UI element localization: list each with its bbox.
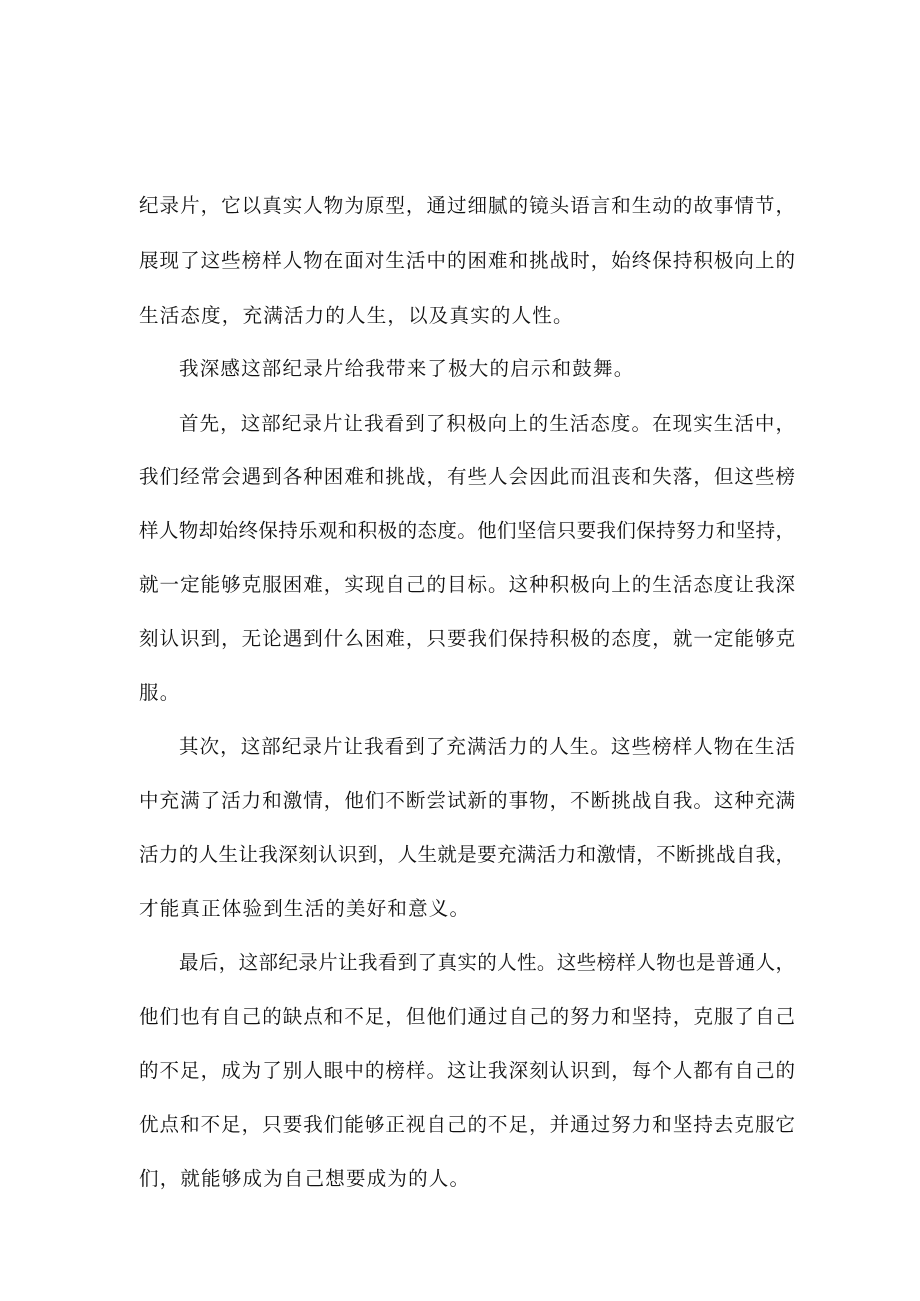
text-line: 生活态度，充满活力的人生，以及真实的人性。 <box>139 304 574 327</box>
text-line: 服。 <box>139 681 181 704</box>
text-line: 首先，这部纪录片让我看到了积极向上的生活态度。在现实生活中， <box>179 412 795 435</box>
text-line: 优点和不足，只要我们能够正视自己的不足，并通过努力和坚持去克服它 <box>139 1113 795 1136</box>
text-line: 中充满了活力和激情，他们不断尝试新的事物，不断挑战自我。这种充满 <box>139 789 795 812</box>
text-line: 最后，这部纪录片让我看到了真实的人性。这些榜样人物也是普通人， <box>179 951 795 974</box>
text-line: 就一定能够克服困难，实现自己的目标。这种积极向上的生活态度让我深 <box>139 573 795 596</box>
text-line: 活力的人生让我深刻认识到，人生就是要充满活力和激情，不断挑战自我， <box>139 843 795 866</box>
text-line: 样人物却始终保持乐观和积极的态度。他们坚信只要我们保持努力和坚持， <box>139 519 795 542</box>
text-line: 才能真正体验到生活的美好和意义。 <box>139 897 471 920</box>
text-line: 我深感这部纪录片给我带来了极大的启示和鼓舞。 <box>179 357 635 380</box>
text-line: 们，就能够成为自己想要成为的人。 <box>139 1167 471 1190</box>
text-line: 其次，这部纪录片让我看到了充满活力的人生。这些榜样人物在生活 <box>179 735 795 758</box>
text-line: 他们也有自己的缺点和不足，但他们通过自己的努力和坚持，克服了自己 <box>139 1005 795 1028</box>
text-line: 的不足，成为了别人眼中的榜样。这让我深刻认识到，每个人都有自己的 <box>139 1059 795 1082</box>
text-line: 刻认识到，无论遇到什么困难，只要我们保持积极的态度，就一定能够克 <box>139 627 795 650</box>
text-line: 我们经常会遇到各种困难和挑战，有些人会因此而沮丧和失落，但这些榜 <box>139 465 795 488</box>
text-line: 展现了这些榜样人物在面对生活中的困难和挑战时，始终保持积极向上的 <box>139 249 795 272</box>
text-line: 纪录片，它以真实人物为原型，通过细腻的镜头语言和生动的故事情节， <box>139 194 795 217</box>
